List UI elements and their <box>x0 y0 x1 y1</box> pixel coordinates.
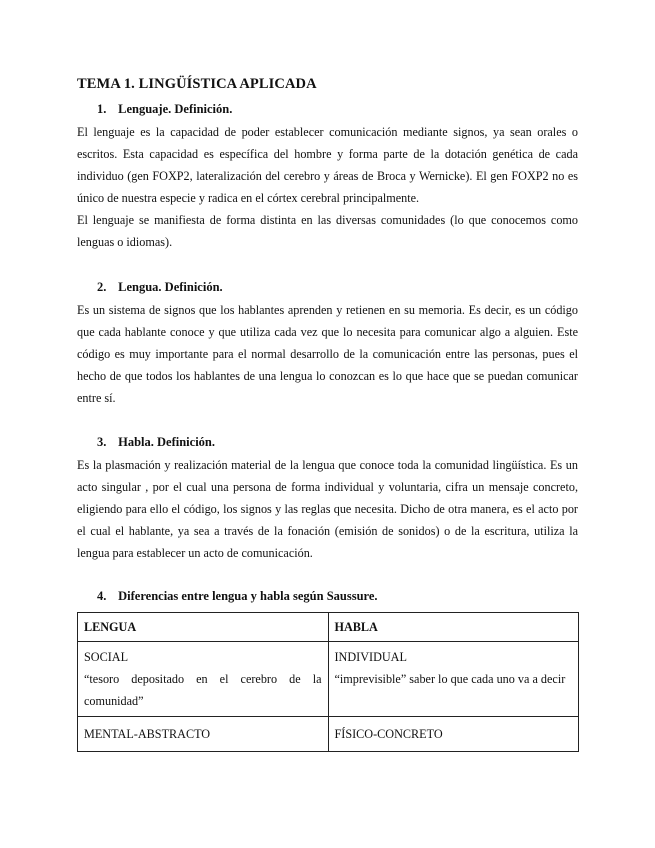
table-header-cell: LENGUA <box>78 613 329 642</box>
section-heading-lengua <box>97 280 223 295</box>
section-heading-text: Diferencias entre lengua y habla según Saussure. <box>118 589 378 603</box>
cell-term: MENTAL-ABSTRACTO <box>84 727 211 741</box>
section-heading-text: Habla. Definición. <box>118 435 216 449</box>
section-number: 1. <box>97 102 107 116</box>
paragraph: El lenguaje es la capacidad de poder establecer comunicación mediante signos, ya sean orales o escritos. Esta capacidad es específica del hombre y forma parte de la dotación genética de cada individuo (gen FOXP2, lateralización del cerebro y áreas de Broca y Wernicke). El gen FOXP2 no es único de nuestra especie y radica en el córtex cerebral principalmente. <box>77 125 578 205</box>
cell-description: “imprevisible” saber lo que cada uno va a decir <box>334 672 566 686</box>
comparison-table <box>77 612 579 752</box>
page-title: TEMA 1. LINGÜÍSTICA APLICADA <box>77 76 317 92</box>
section-heading-text: Lenguaje. Definición. <box>118 102 233 116</box>
section-number: 3. <box>97 435 107 449</box>
cell-description: “tesoro depositado en el cerebro de la comunidad” <box>84 672 322 708</box>
cell-term: FÍSICO-CONCRETO <box>334 727 443 741</box>
table-header-cell: HABLA <box>328 613 579 642</box>
section-number: 4. <box>97 589 107 603</box>
table-cell <box>78 642 329 717</box>
paragraph: Es un sistema de signos que los hablantes aprenden y retienen en su memoria. Es decir, es un código que cada hablante conoce y que utiliza cada vez que lo necesita para comunicar algo a alguien. Este código es muy importante para el normal desarrollo de la comunicación entre las personas, pues el hecho de que todos los hablantes de una lengua lo conozcan es lo que hace que se puedan comunicar entre sí. <box>77 303 578 405</box>
section-number: 2. <box>97 280 107 294</box>
section-heading-habla <box>97 435 215 450</box>
table-cell <box>328 642 579 717</box>
section-body-habla <box>77 454 578 564</box>
table-row <box>78 642 579 717</box>
paragraph: Es la plasmación y realización material de la lengua que conoce toda la comunidad lingüística. Es un acto singular , por el cual una persona de forma individual y voluntaria, cifra un mensaje concreto, eligiendo para ello el código, los signos y las reglas que necesita. Dicho de otra manera, es el acto por el cual el hablante, ya sea a través de la fonación (emisión de sonidos) o de la escritura, utiliza la lengua para establecer un acto de comunicación. <box>77 458 578 560</box>
section-heading-text: Lengua. Definición. <box>118 280 223 294</box>
cell-term: SOCIAL <box>84 650 129 664</box>
section-heading-diferencias <box>97 589 378 604</box>
table-header-row <box>78 613 579 642</box>
section-body-lenguaje <box>77 121 578 253</box>
section-body-lengua <box>77 299 578 409</box>
section-heading-lenguaje <box>97 102 232 117</box>
cell-term: INDIVIDUAL <box>334 650 407 664</box>
paragraph: El lenguaje se manifiesta de forma distinta en las diversas comunidades (lo que conocemos como lenguas o idiomas). <box>77 213 578 249</box>
table-row <box>78 717 579 752</box>
table-cell <box>328 717 579 752</box>
table-cell <box>78 717 329 752</box>
